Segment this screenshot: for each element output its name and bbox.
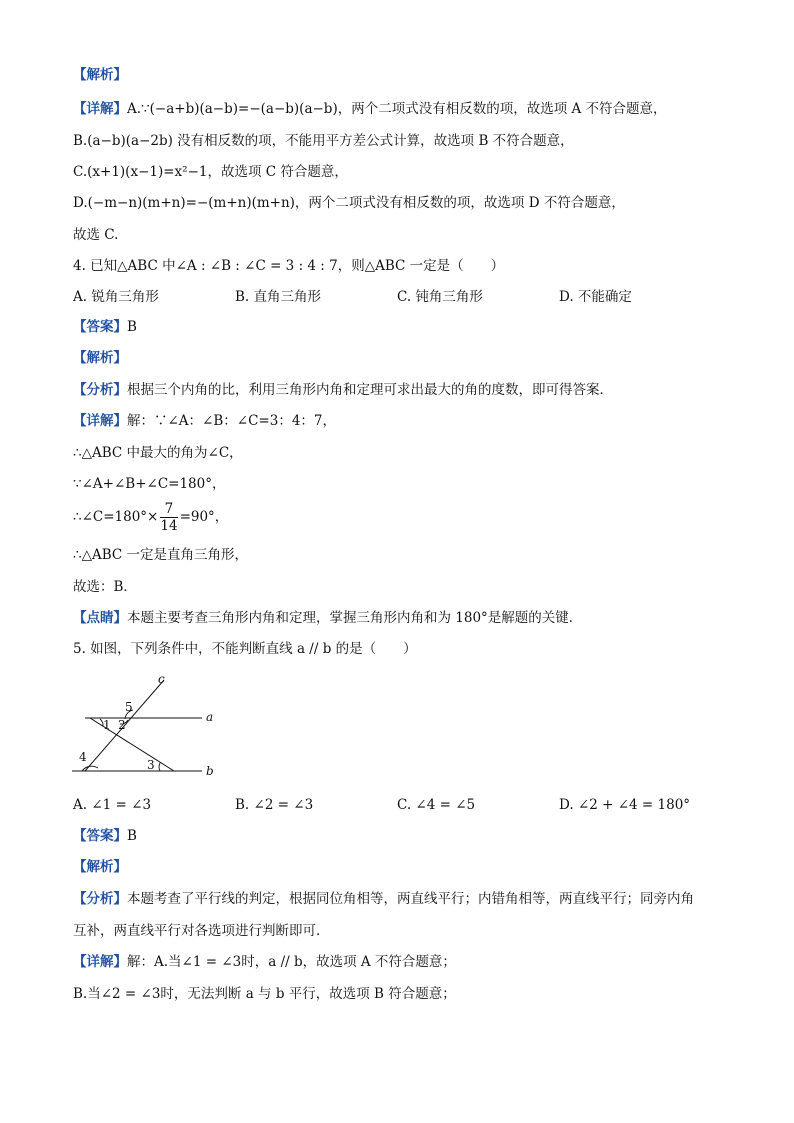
q4-detail-5: ∴△ABC 一定是直角三角形， — [73, 547, 249, 563]
angle-arc-4 — [82, 766, 98, 771]
label-2: 2 — [118, 718, 126, 732]
label-4: 4 — [79, 750, 87, 764]
angle-arc-3 — [159, 763, 160, 771]
q3-analysis-heading: 【解析】 — [73, 67, 127, 83]
label-c: c — [158, 672, 165, 686]
q3-conclusion: 故选 C. — [73, 227, 119, 243]
fraction-7-14: $\frac{7}{14}$ — [160, 501, 178, 534]
q4-answer: 【答案】B — [73, 319, 137, 335]
q4-option-d: D. 不能确定 — [559, 289, 632, 305]
q4-option-c: C. 钝角三角形 — [397, 289, 483, 305]
label-3: 3 — [147, 758, 155, 772]
q4-detail-6: 故选：B． — [73, 579, 137, 595]
q5-detail-1: 【详解】解：A.当∠1 = ∠3时，a // b，故选项 A 不符合题意； — [73, 954, 456, 970]
q4-detail-3: ∵∠A+∠B+∠C=180°， — [73, 476, 226, 492]
q5-option-c: C. ∠4 = ∠5 — [397, 797, 476, 813]
parallel-lines-figure — [68, 672, 228, 782]
q4-analysis-heading: 【解析】 — [73, 350, 127, 366]
q4-detail-2: ∴△ABC 中最大的角为∠C， — [73, 445, 243, 461]
q5-fenxi-1: 【分析】本题考查了平行线的判定，根据同位角相等，两直线平行；内错角相等，两直线平行；同旁内角 — [73, 891, 694, 907]
q4-option-b: B. 直角三角形 — [235, 289, 322, 305]
q5-detail-2: B.当∠2 = ∠3时，无法判断 a 与 b 平行，故选项 B 符合题意； — [73, 986, 456, 1002]
label-1: 1 — [103, 718, 111, 732]
q3-detail-line-a: 【详解】A.∵(−a+b)(a−b)=−(a−b)(a−b)，两个二项式没有相反数的项，故选项 A 不符合题意， — [73, 101, 667, 117]
q5-stem: 5. 如图，下列条件中，不能判断直线 a // b 的是（ ） — [73, 641, 417, 657]
label-5: 5 — [125, 700, 133, 714]
q4-detail-4: ∴∠C=180°× $\frac{7}{14}$ =90°， — [73, 501, 229, 534]
q3-detail-line-c: C.(x+1)(x−1)=x²−1，故选项 C 符合题意， — [73, 164, 348, 180]
q3-detail-line-d: D.(−m−n)(m+n)=−(m+n)(m+n)，两个二项式没有相反数的项，故选项 D 不符合题意， — [73, 195, 625, 211]
q4-fenxi: 【分析】根据三个内角的比，利用三角形内角和定理可求出最大的角的度数，即可得答案． — [73, 382, 613, 398]
q4-detail-1: 【详解】解：∵∠A：∠B：∠C=3：4：7， — [73, 413, 337, 429]
q5-fenxi-2: 互补，两直线平行对各选项进行判断即可． — [73, 923, 330, 939]
q5-analysis-heading: 【解析】 — [73, 859, 127, 875]
q5-option-a: A. ∠1 = ∠3 — [73, 797, 152, 813]
q4-stem: 4. 已知△ABC 中∠A : ∠B : ∠C = 3 : 4 : 7，则△ABC 一定是（ ） — [73, 258, 505, 274]
q5-option-b: B. ∠2 = ∠3 — [235, 797, 314, 813]
q3-detail-line-b: B.(a−b)(a−2b) 没有相反数的项，不能用平方差公式计算，故选项 B 不符合题意， — [73, 133, 574, 149]
q4-dianjing: 【点睛】本题主要考查三角形内角和定理，掌握三角形内角和为 180°是解题的关键． — [73, 610, 583, 626]
q5-option-d: D. ∠2 + ∠4 = 180° — [559, 797, 691, 813]
label-b: b — [206, 764, 214, 778]
q5-answer: 【答案】B — [73, 828, 137, 844]
q4-option-a: A. 锐角三角形 — [73, 289, 159, 305]
label-a: a — [206, 710, 214, 724]
